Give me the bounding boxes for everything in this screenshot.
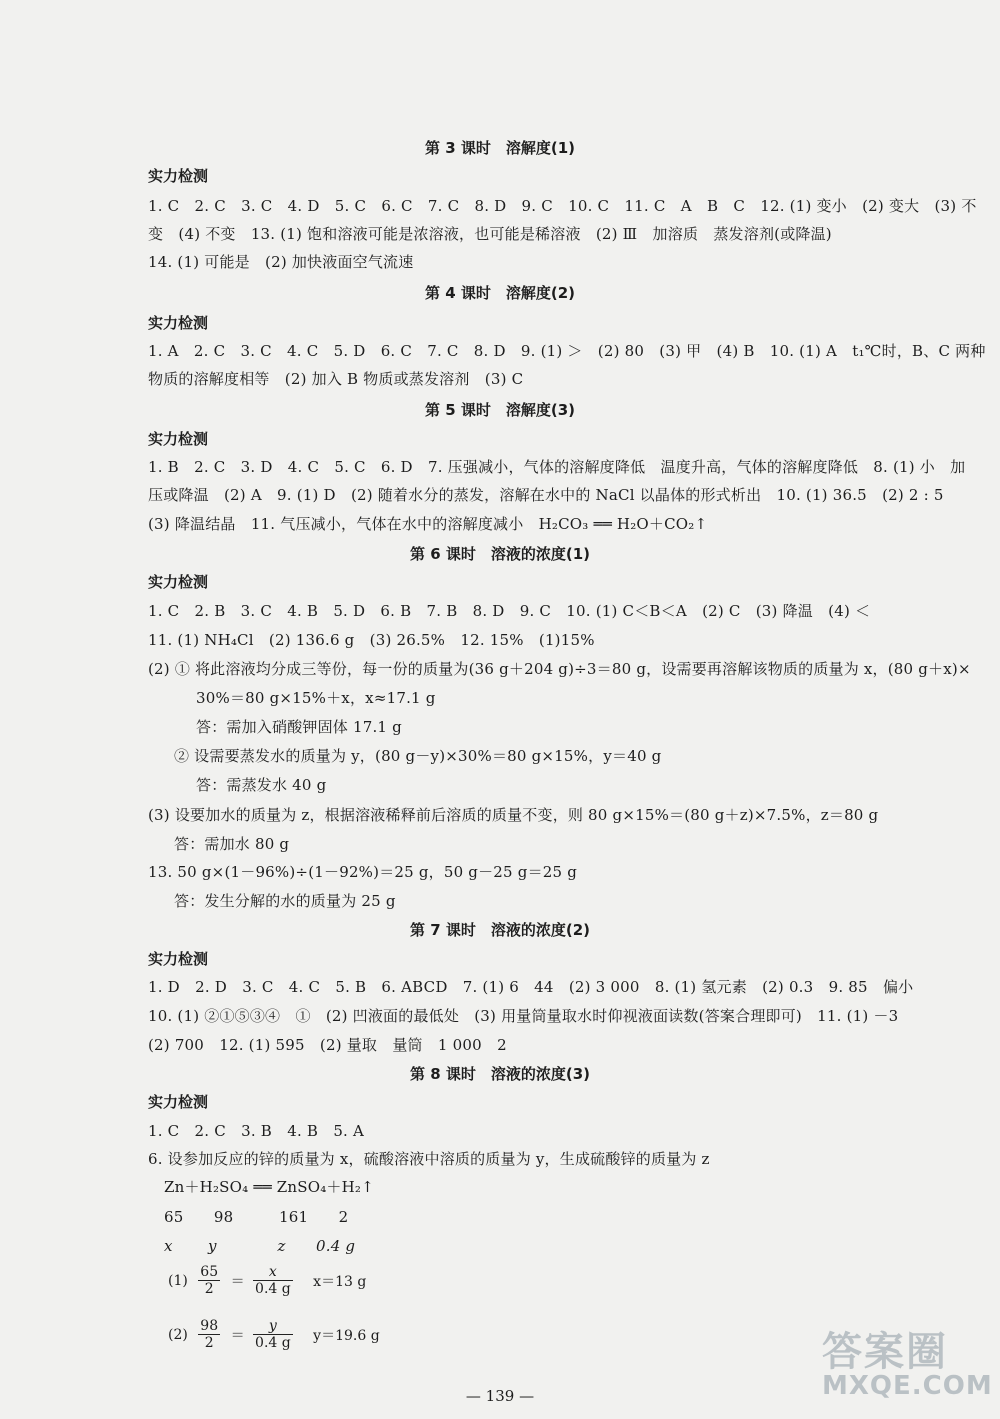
numerator: y bbox=[253, 1318, 293, 1335]
fraction bbox=[253, 1264, 293, 1297]
section-label: 实力检测 bbox=[148, 430, 209, 448]
section-label: 实力检测 bbox=[148, 573, 209, 591]
fraction bbox=[198, 1264, 220, 1297]
section-title: 第 3 课时 溶解度(1) bbox=[424, 139, 576, 157]
answer-line: 30%＝80 g×15%＋x，x≈17.1 g bbox=[196, 689, 436, 707]
answer-line: 13. 50 g×(1－96%)÷(1－92%)＝25 g，50 g－25 g＝25 g bbox=[148, 863, 578, 881]
answer-line: ② 设需要蒸发水的质量为 y，(80 g－y)×30%＝80 g×15%，y＝40 g bbox=[174, 747, 662, 765]
fraction-equation bbox=[168, 1264, 366, 1297]
section-label: 实力检测 bbox=[148, 314, 209, 332]
answer-line: 6. 设参加反应的锌的质量为 x，硫酸溶液中溶质的质量为 y，生成硫酸锌的质量为 z bbox=[148, 1150, 710, 1168]
numerator: x bbox=[253, 1264, 293, 1281]
section-title: 第 6 课时 溶液的浓度(1) bbox=[409, 545, 591, 563]
answer-line: 11. (1) NH₄Cl (2) 136.6 g (3) 26.5% 12. 15% (1)15% bbox=[148, 631, 595, 649]
answer-line: 答：需加入硝酸钾固体 17.1 g bbox=[196, 718, 402, 736]
answer-line: 1. B 2. C 3. D 4. C 5. C 6. D 7. 压强减小，气体的溶解度降低 温度升高，气体的溶解度降低 8. (1) 小 加 bbox=[148, 458, 966, 476]
section-label: 实力检测 bbox=[148, 1093, 209, 1111]
equals-sign: ＝ bbox=[230, 1273, 245, 1290]
answer-line: 10. (1) ②①⑤③④ ① (2) 凹液面的最低处 (3) 用量筒量取水时仰视液面读数(答案合理即可) 11. (1) －3 bbox=[148, 1007, 899, 1025]
watermark-mark: 答案圈 bbox=[822, 1329, 948, 1375]
answer-line: 变 (4) 不变 13. (1) 饱和溶液可能是浓溶液，也可能是稀溶液 (2) Ⅲ 加溶质 蒸发溶剂(或降温) bbox=[148, 225, 832, 243]
fraction-equation bbox=[168, 1318, 380, 1351]
equals-sign: ＝ bbox=[230, 1327, 245, 1344]
numerator: 98 bbox=[200, 1318, 219, 1334]
denominator: 0.4 g bbox=[255, 1335, 291, 1351]
answer-line: 物质的溶解度相等 (2) 加入 B 物质或蒸发溶剂 (3) C bbox=[148, 370, 524, 388]
answer-line: 1. A 2. C 3. C 4. C 5. D 6. C 7. C 8. D 9. (1) ＞ (2) 80 (3) 甲 (4) B 10. (1) A t₁℃时，B、C 两种 bbox=[148, 342, 986, 360]
answer-line: (3) 降温结晶 11. 气压减小，气体在水中的溶解度减小 H₂CO₃ ══ H₂O＋CO₂↑ bbox=[148, 515, 708, 533]
answer-line: (2) 700 12. (1) 595 (2) 量取 量筒 1 000 2 bbox=[148, 1036, 507, 1054]
section-title: 第 5 课时 溶解度(3) bbox=[424, 401, 576, 419]
answer-line: (3) 设要加水的质量为 z，根据溶液稀释前后溶质的质量不变，则 80 g×15%＝(80 g＋z)×7.5%，z＝80 g bbox=[148, 806, 879, 824]
answer-line: 1. C 2. C 3. B 4. B 5. A bbox=[148, 1122, 365, 1140]
answer-line: 14. (1) 可能是 (2) 加快液面空气流速 bbox=[148, 253, 414, 271]
equation-result: y＝19.6 g bbox=[313, 1327, 380, 1344]
denominator: 2 bbox=[204, 1281, 214, 1297]
answer-line: 1. D 2. D 3. C 4. C 5. B 6. ABCD 7. (1) 6 44 (2) 3 000 8. (1) 氢元素 (2) 0.3 9. 85 偏小 bbox=[148, 978, 914, 996]
section-title: 第 4 课时 溶解度(2) bbox=[424, 284, 576, 302]
section-title: 第 8 课时 溶液的浓度(3) bbox=[409, 1065, 591, 1083]
section-title: 第 7 课时 溶液的浓度(2) bbox=[409, 921, 591, 939]
section-label: 实力检测 bbox=[148, 167, 209, 185]
answer-line: Zn＋H₂SO₄ ══ ZnSO₄＋H₂↑ bbox=[164, 1178, 374, 1196]
answer-line: 1. C 2. B 3. C 4. B 5. D 6. B 7. B 8. D 9. C 10. (1) C＜B＜A (2) C (3) 降温 (4) ＜ bbox=[148, 602, 871, 620]
page-number: — 139 — bbox=[465, 1387, 535, 1405]
answer-line: 压或降温 (2) A 9. (1) D (2) 随着水分的蒸发，溶解在水中的 NaCl 以晶体的形式析出 10. (1) 36.5 (2) 2 : 5 bbox=[148, 486, 944, 504]
watermark-url: MXQE.COM bbox=[822, 1371, 993, 1401]
section-label: 实力检测 bbox=[148, 950, 209, 968]
denominator: 2 bbox=[204, 1335, 214, 1351]
equation-label: (1) bbox=[168, 1272, 188, 1289]
watermark-logo bbox=[822, 1320, 992, 1410]
equation-label: (2) bbox=[168, 1326, 188, 1343]
answer-line: (2) ① 将此溶液均分成三等份，每一份的质量为(36 g＋204 g)÷3＝80 g，设需要再溶解该物质的质量为 x，(80 g＋x)× bbox=[148, 660, 971, 678]
answer-line: 答：需加水 80 g bbox=[174, 835, 290, 853]
numerator: 65 bbox=[200, 1264, 219, 1280]
answer-line: 答：发生分解的水的质量为 25 g bbox=[174, 892, 396, 910]
fraction bbox=[198, 1318, 220, 1351]
answer-line: 答：需蒸发水 40 g bbox=[196, 776, 327, 794]
denominator: 0.4 g bbox=[255, 1281, 291, 1297]
answer-line: x y z 0.4 g bbox=[164, 1237, 356, 1255]
answer-line: 1. C 2. C 3. C 4. D 5. C 6. C 7. C 8. D 9. C 10. C 11. C A B C 12. (1) 变小 (2) 变大 (3) 不 bbox=[148, 197, 977, 215]
equation-result: x＝13 g bbox=[313, 1273, 367, 1290]
answer-line: 65 98 161 2 bbox=[164, 1208, 349, 1226]
fraction bbox=[253, 1318, 293, 1351]
